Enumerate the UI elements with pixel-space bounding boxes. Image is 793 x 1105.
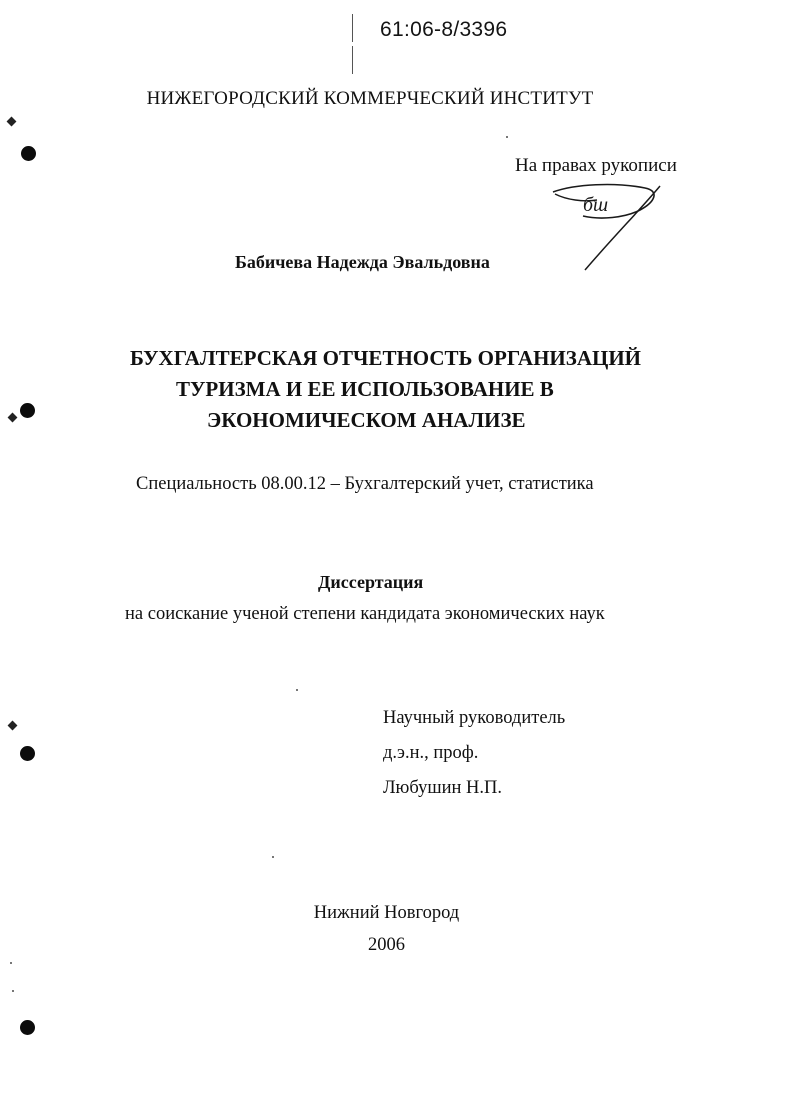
institute-name: НИЖЕГОРОДСКИЙ КОММЕРЧЕСКИЙ ИНСТИТУТ xyxy=(146,88,594,109)
signature-text: бш xyxy=(583,194,609,216)
title-line: ЭКОНОМИЧЕСКОМ АНАЛИЗЕ xyxy=(207,408,526,432)
manuscript-rights-note: На правах рукописи xyxy=(515,155,677,176)
degree-statement: на соискание ученой степени кандидата экономических наук xyxy=(125,604,605,624)
city: Нижний Новгород xyxy=(313,903,460,923)
title-line: БУХГАЛТЕРСКАЯ ОТЧЕТНОСТЬ ОРГАНИЗАЦИЙ xyxy=(130,346,642,370)
punch-hole-icon xyxy=(20,1020,35,1035)
punch-mark-icon xyxy=(7,117,17,127)
place-and-year xyxy=(0,897,773,961)
supervisor-role: Научный руководитель xyxy=(383,708,566,728)
scan-speck xyxy=(296,689,298,691)
scan-speck xyxy=(10,962,12,964)
supervisor-name: Любушин Н.П. xyxy=(383,778,502,798)
punch-hole-icon xyxy=(20,746,35,761)
year: 2006 xyxy=(368,935,405,955)
supervisor-block xyxy=(383,701,565,806)
scan-speck xyxy=(272,856,274,858)
punch-hole-icon xyxy=(20,403,35,418)
author-name: Бабичева Надежда Эвальдовна xyxy=(235,252,490,272)
scan-mark-line xyxy=(352,14,353,42)
supervisor-title: д.э.н., проф. xyxy=(383,743,479,763)
specialty: Специальность 08.00.12 – Бухгалтерский учет, статистика xyxy=(136,474,594,494)
scan-mark-line xyxy=(352,46,353,74)
archive-code: 61:06-8/3396 xyxy=(380,18,508,41)
signature-icon xyxy=(545,180,670,275)
scan-speck xyxy=(506,136,508,138)
work-type: Диссертация xyxy=(318,572,424,592)
punch-mark-icon xyxy=(8,413,18,423)
punch-hole-icon xyxy=(21,146,36,161)
scan-speck xyxy=(12,990,14,992)
punch-mark-icon xyxy=(8,721,18,731)
title-line: ТУРИЗМА И ЕЕ ИСПОЛЬЗОВАНИЕ В xyxy=(176,377,554,401)
